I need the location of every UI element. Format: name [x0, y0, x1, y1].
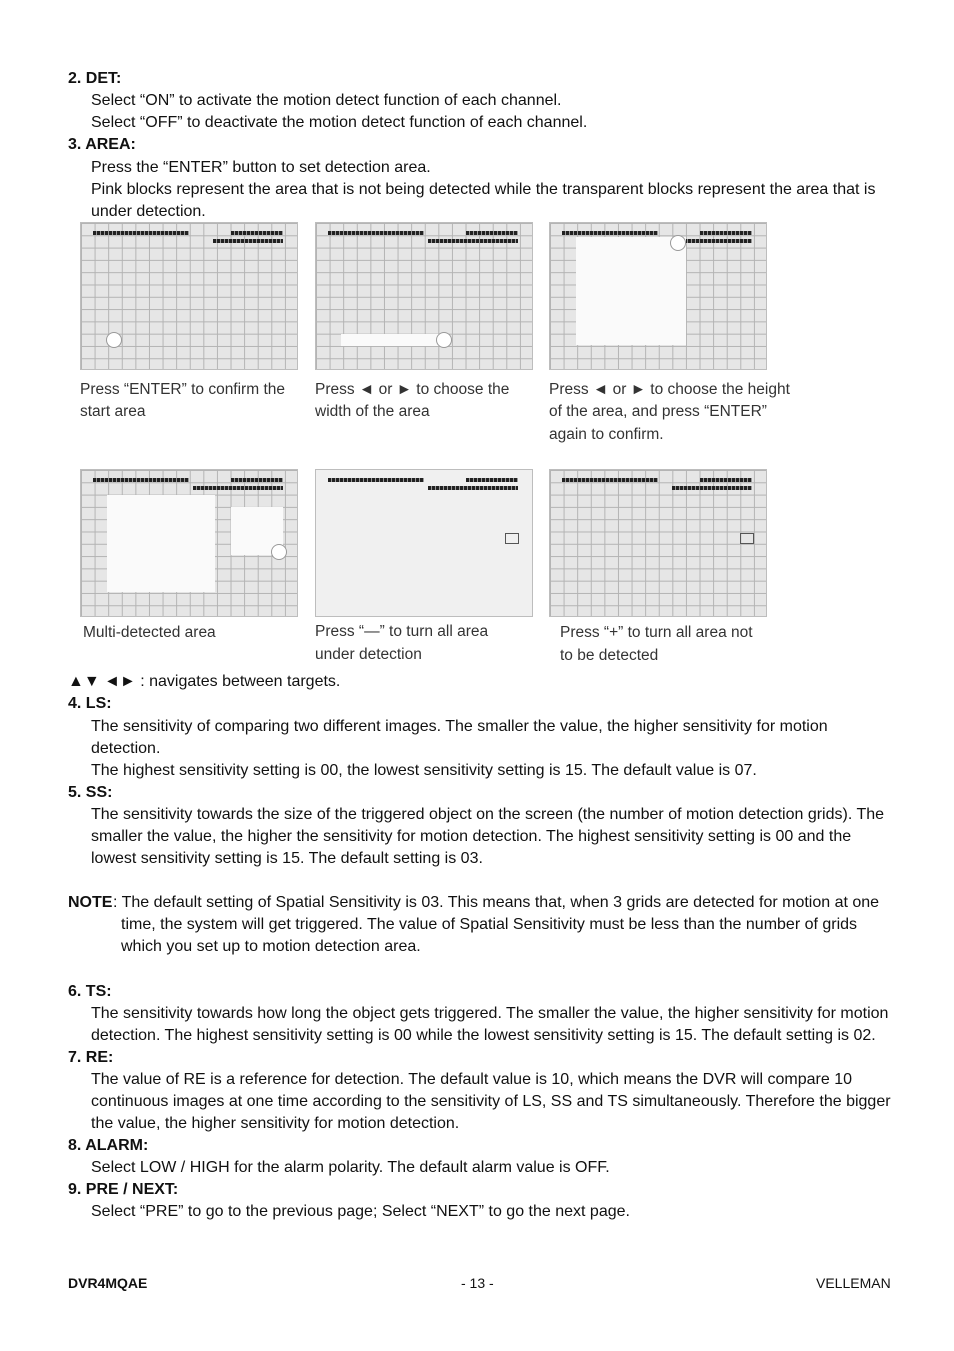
osd-status	[700, 231, 752, 235]
osd-status-2	[428, 486, 518, 490]
caption-no-detection-2: to be detected	[560, 647, 659, 664]
osd-status-2	[672, 486, 752, 490]
osd-timestamp	[93, 478, 189, 482]
det-heading: 2. DET:	[68, 70, 122, 87]
osd-status	[231, 231, 283, 235]
screenshot-multi-detected	[80, 469, 298, 617]
osd-status	[466, 478, 518, 482]
pre-next-heading: 9. PRE / NEXT:	[68, 1181, 179, 1198]
ss-heading: 5. SS:	[68, 784, 113, 801]
caption-all-detection-2: under detection	[315, 646, 422, 663]
osd-status	[231, 478, 283, 482]
caption-no-detection-1: Press “+” to turn all area not	[560, 624, 753, 641]
area-line-2: Pink blocks represent the area that is not being detected while the transparent blocks represent the area that is	[91, 181, 876, 198]
caption-choose-width-2: width of the area	[315, 403, 430, 420]
alarm-line-1: Select LOW / HIGH for the alarm polarity. The default alarm value is OFF.	[91, 1159, 610, 1176]
osd-status	[466, 231, 518, 235]
note-line-1: : The default setting of Spatial Sensitivity is 03. This means that, when 3 grids are detected for motion at one	[113, 894, 880, 911]
ts-line-1: The sensitivity towards how long the object gets triggered. The smaller the value, the higher sensitivity for motion	[91, 1005, 889, 1022]
selection-block	[341, 334, 441, 346]
caption-start-area-2: start area	[80, 403, 146, 420]
re-line-2: continuous images at one time according to the sensitivity of LS, SS and TS simultaneously. Therefore the bigger	[91, 1093, 891, 1110]
footer-page-number: - 13 -	[461, 1275, 494, 1291]
ls-line-1: The sensitivity of comparing two different images. The smaller the value, the higher sensitivity for motion	[91, 718, 828, 735]
caption-start-area-1: Press “ENTER” to confirm the	[80, 381, 285, 398]
navigation-note: ▲▼ ◄► : navigates between targets.	[68, 673, 341, 690]
osd-timestamp	[93, 231, 189, 235]
cursor-icon	[670, 235, 686, 251]
note-line-3: which you set up to motion detection area.	[121, 938, 421, 955]
caption-all-detection-1: Press “—” to turn all area	[315, 623, 489, 640]
osd-timestamp	[328, 231, 424, 235]
ss-line-1: The sensitivity towards the size of the triggered object on the screen (the number of motion detection grids). The	[91, 806, 885, 823]
note-label: NOTE	[68, 894, 113, 911]
screenshot-choose-width	[315, 222, 533, 370]
osd-status	[700, 478, 752, 482]
det-line-1: Select “ON” to activate the motion detect function of each channel.	[91, 92, 562, 109]
det-line-2: Select “OFF” to deactivate the motion detect function of each channel.	[91, 114, 588, 131]
footer-model: DVR4MQAE	[68, 1275, 148, 1291]
ss-line-3: lowest sensitivity setting is 15. The default setting is 03.	[91, 850, 483, 867]
cursor-icon	[436, 332, 452, 348]
ls-line-3: The highest sensitivity setting is 00, the lowest sensitivity setting is 15. The default value is 07.	[91, 762, 757, 779]
ls-line-2: detection.	[91, 740, 161, 757]
ls-heading: 4. LS:	[68, 695, 112, 712]
area-heading: 3. AREA:	[68, 136, 136, 153]
cursor-icon	[106, 332, 122, 348]
re-line-1: The value of RE is a reference for detection. The default value is 10, which means the DVR will compare 10	[91, 1071, 852, 1088]
ts-line-2: detection. The highest sensitivity setting is 00 while the lowest sensitivity setting is 15. The default setting is 02.	[91, 1027, 876, 1044]
screenshot-start-area	[80, 222, 298, 370]
osd-timestamp	[562, 231, 658, 235]
selection-block	[107, 495, 215, 592]
re-heading: 7. RE:	[68, 1049, 114, 1066]
area-line-3: under detection.	[91, 203, 206, 220]
osd-status-2	[428, 239, 518, 243]
osd-status-2	[213, 239, 283, 243]
caption-choose-width-1: Press ◄ or ► to choose the	[315, 381, 510, 398]
osd-status-2	[193, 486, 283, 490]
caption-multi-detected: Multi-detected area	[83, 624, 216, 641]
caption-choose-height-1: Press ◄ or ► to choose the height	[549, 381, 790, 398]
screenshot-no-detection	[549, 469, 767, 617]
caption-choose-height-2: of the area, and press “ENTER”	[549, 403, 767, 420]
footer-brand: VELLEMAN	[816, 1275, 891, 1291]
ss-line-2: smaller the value, the higher the sensitivity for motion detection. The highest sensitivity setting is 00 and the	[91, 828, 852, 845]
re-line-3: the value, the higher sensitivity for motion detection.	[91, 1115, 460, 1132]
area-line-1: Press the “ENTER” button to set detection area.	[91, 159, 431, 176]
cursor-corner-icon	[505, 533, 519, 544]
selection-block	[576, 237, 686, 345]
cursor-icon	[271, 544, 287, 560]
pre-next-line-1: Select “PRE” to go to the previous page; Select “NEXT” to go the next page.	[91, 1203, 630, 1220]
ts-heading: 6. TS:	[68, 983, 112, 1000]
osd-timestamp	[562, 478, 658, 482]
screenshot-choose-height	[549, 222, 767, 370]
caption-choose-height-3: again to confirm.	[549, 426, 664, 443]
screenshot-all-detection	[315, 469, 533, 617]
note-line-2: time, the system will get triggered. The value of Spatial Sensitivity must be less than the number of grids	[121, 916, 858, 933]
alarm-heading: 8. ALARM:	[68, 1137, 149, 1154]
osd-timestamp	[328, 478, 424, 482]
cursor-corner-icon	[740, 533, 754, 544]
